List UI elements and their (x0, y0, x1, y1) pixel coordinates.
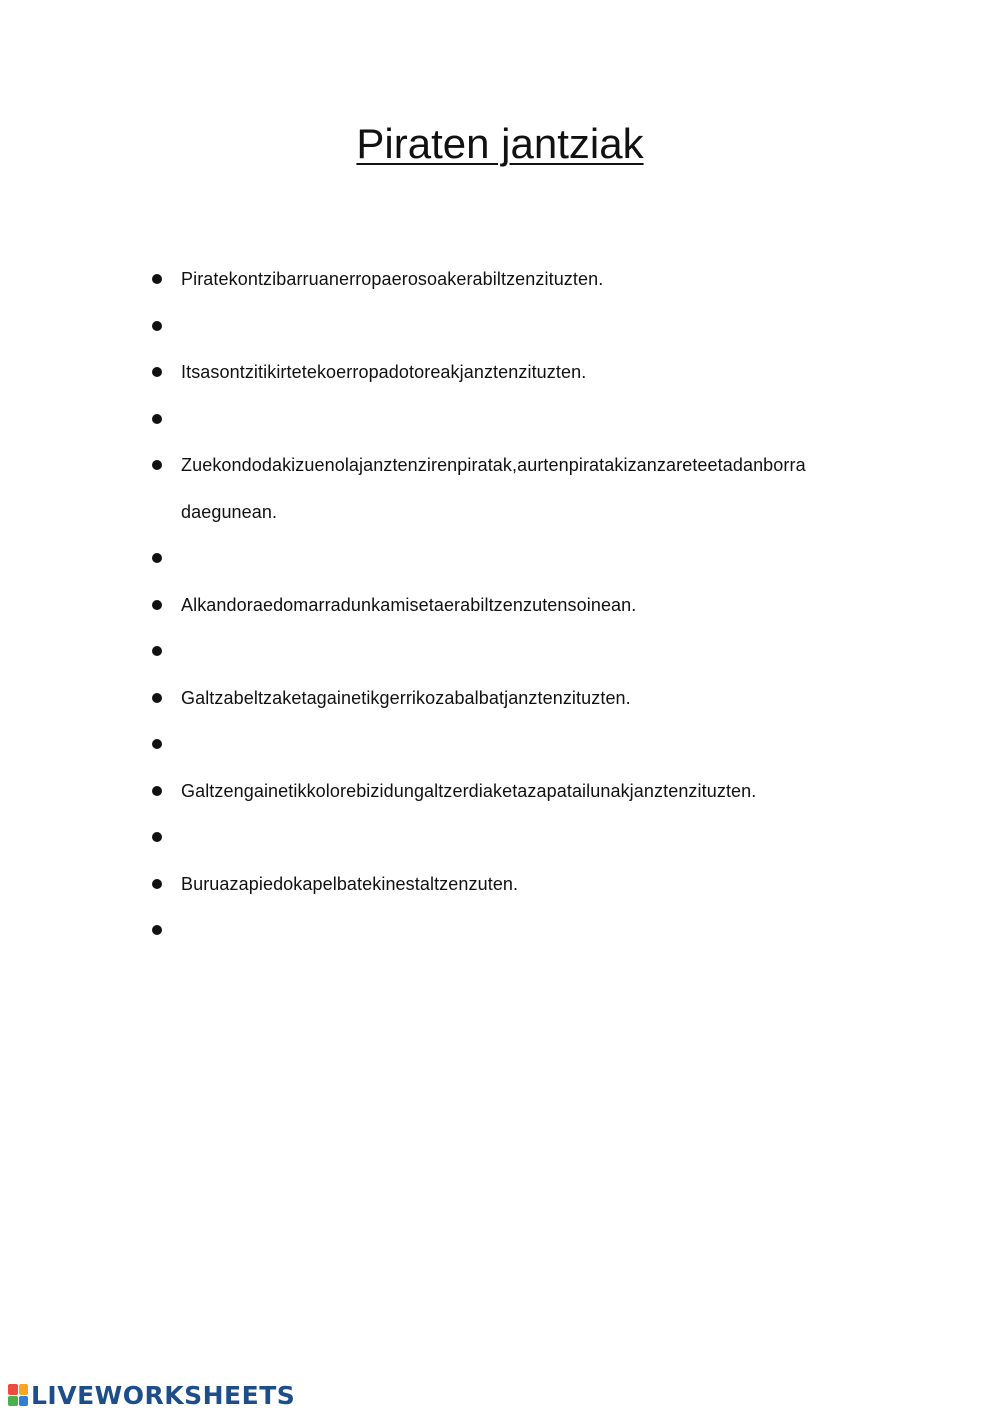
bullet-icon (152, 739, 162, 749)
list-item (150, 256, 890, 303)
bullet-icon (152, 553, 162, 563)
list-item-text: Buruazapiedokapelbatekinestaltzenzuten. (181, 873, 519, 894)
list-item (150, 535, 890, 582)
list-item (150, 349, 890, 396)
bullet-icon (152, 925, 162, 935)
list-item (150, 861, 890, 908)
list-item (150, 396, 890, 443)
list-item-text: Galtzabeltzaketagainetikgerrikozabalbatjanztenzituzten. (181, 687, 631, 708)
list-item (150, 675, 890, 722)
bullet-list (150, 256, 890, 954)
logo-mark-icon (8, 1384, 28, 1406)
logo-square-orange (19, 1384, 29, 1395)
bullet-icon (152, 460, 162, 470)
bullet-icon (152, 786, 162, 796)
list-item (150, 814, 890, 861)
list-item-text: Galtzengainetikkolorebizidungaltzerdiaketazapatailunakjanztenzituzten. (181, 780, 757, 801)
list-item (150, 303, 890, 350)
logo-text: LIVEWORKSHEETS (31, 1380, 296, 1410)
liveworksheets-logo[interactable] (8, 1380, 295, 1410)
bullet-icon (152, 414, 162, 424)
list-item (150, 582, 890, 629)
bullet-icon (152, 646, 162, 656)
bullet-icon (152, 274, 162, 284)
logo-square-blue (19, 1396, 29, 1407)
list-item-text: Alkandoraedomarradunkamisetaerabiltzenzutensoinean. (181, 594, 637, 615)
logo-square-green (8, 1396, 18, 1407)
logo-square-red (8, 1384, 18, 1395)
list-item (150, 721, 890, 768)
bullet-icon (152, 832, 162, 842)
list-item (150, 628, 890, 675)
bullet-icon (152, 600, 162, 610)
bullet-icon (152, 367, 162, 377)
page-title: Piraten jantziak (356, 120, 644, 167)
list-item-text: Zuekondodakizuenolajanztenzirenpiratak,aurtenpiratakizanzareteetadanborra daegunean. (181, 455, 806, 522)
list-item-text: Itsasontzitikirtetekoerropadotoreakjanztenzituzten. (181, 362, 587, 382)
bullet-icon (152, 321, 162, 331)
list-item (150, 768, 890, 815)
list-item (150, 907, 890, 954)
bullet-icon (152, 693, 162, 703)
bullet-icon (152, 879, 162, 889)
list-item-text: Piratekontzibarruanerropaerosoakerabiltzenzituzten. (181, 269, 604, 289)
list-item (150, 442, 890, 535)
